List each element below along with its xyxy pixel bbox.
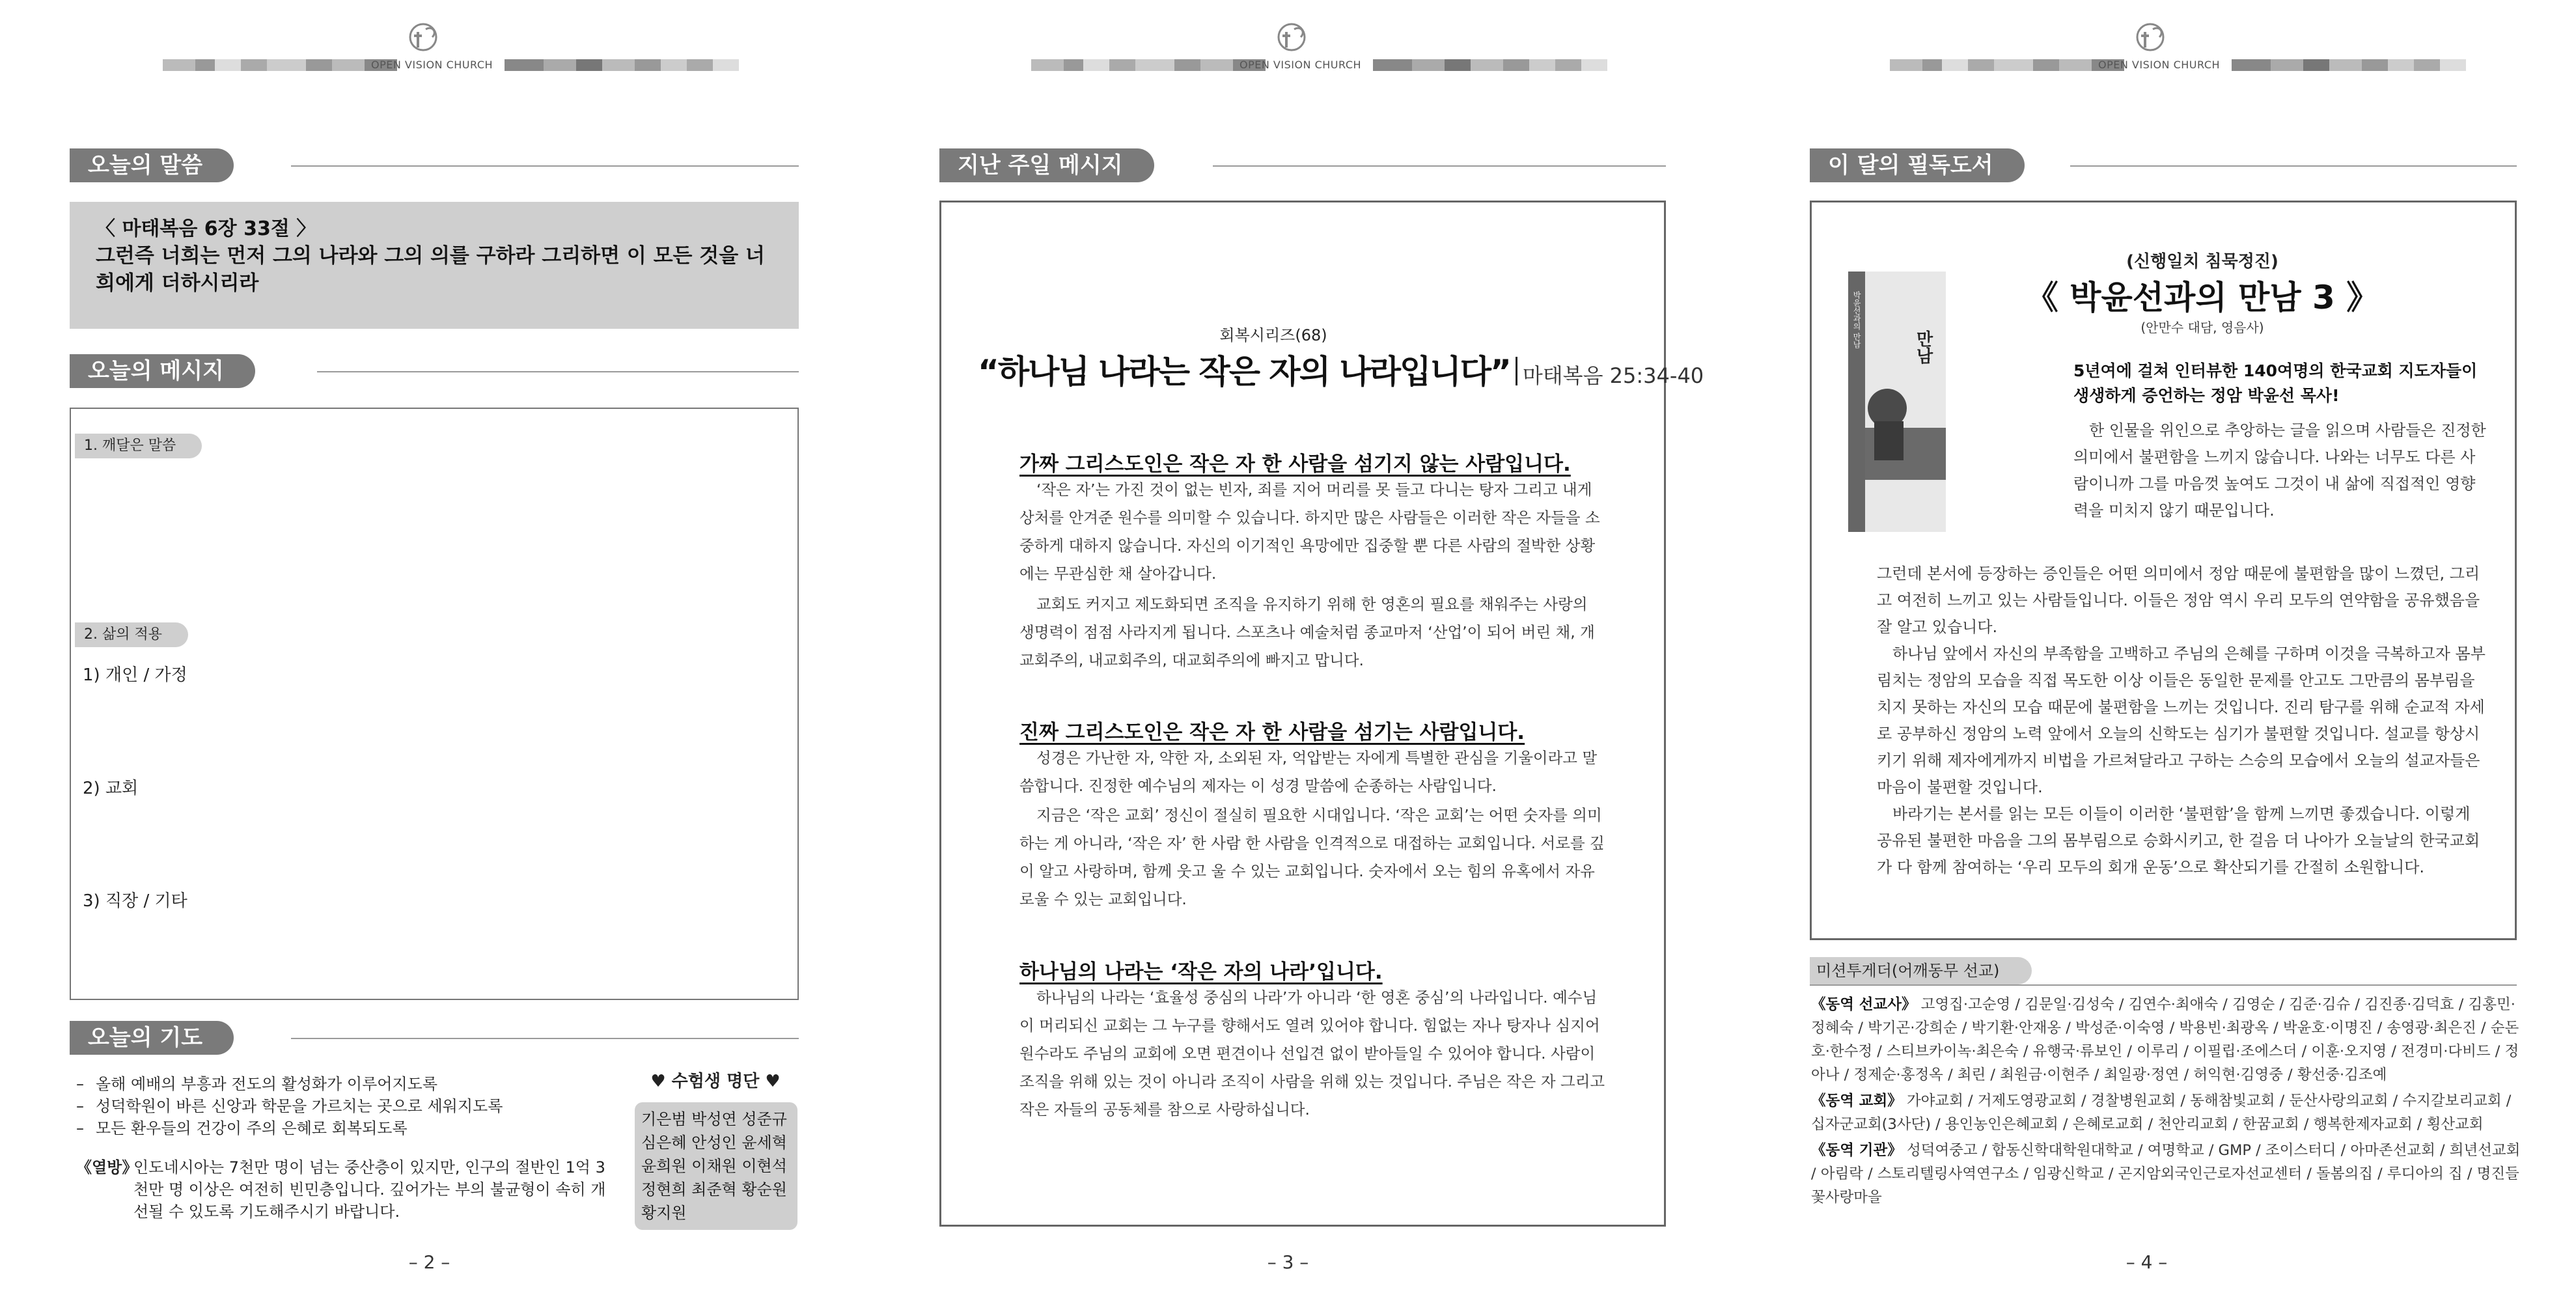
svg-text:만남: 만남	[1913, 330, 1933, 364]
section-title: 오늘의 메시지	[70, 354, 255, 388]
book-highlight: 5년여에 걸쳐 인터뷰한 140여명의 한국교회 지도자들이 생생하게 증언하는 정암 박윤선 목사!	[2073, 361, 2478, 405]
sermon-paragraph: 교회도 커지고 제도화되면 조직을 유지하기 위해 한 영혼의 필요를 채워주는 사랑의 생명력이 점점 사라지게 됩니다. 스포츠나 예술처럼 종교마저 ‘산업’이 되어 버린 채, 개교회주의, 내교회주의, 대교회주의에 빠지고 맙니다.	[1019, 595, 1595, 669]
mission-group: 《동역 교회》 가야교회 / 거제도영광교회 / 경찰병원교회 / 동해참빛교회 / 둔산사랑의교회 / 수지갈보리교회 / 십자군교회(3사단) / 용인농인은혜교회 / 은혜로교회 / 천안리교회 / 한꿈교회 / 행복한제자교회 / 횡산교회	[1811, 1093, 2512, 1133]
church-name: OPEN VISION CHURCH	[371, 59, 493, 71]
church-logo-icon	[404, 16, 443, 54]
apply-item: 1) 개인 / 가정	[83, 665, 187, 685]
page-header	[1031, 16, 1604, 75]
prayer-item: – 올해 예배의 부흥과 전도의 활성화가 이루어지도록	[76, 1075, 438, 1093]
svg-text:박윤선과의 만남: 박윤선과의 만남	[1852, 291, 1861, 348]
nations-text: 인도네시아는 7천만 명이 넘는 중산층이 있지만, 인구의 절반인 1억 3천만 명 이상은 여전히 빈민층입니다. 깊어가는 부의 불균형이 속히 개선될 수 있도록 기도해주시기 바랍니다.	[133, 1158, 606, 1221]
tag-realized-word: 1. 깨달은 말씀	[75, 434, 202, 458]
page-number: – 4 –	[2126, 1251, 2168, 1273]
tag-life-application: 2. 삶의 적용	[75, 622, 188, 647]
apply-item: 3) 직장 / 기타	[83, 891, 187, 911]
section-todays-prayer	[70, 1021, 799, 1055]
book-title: 《 박윤선과의 만남 3 》	[2025, 279, 2379, 316]
exam-row: 기은범 박성연 성준규	[641, 1110, 787, 1128]
header-bar-left	[1031, 59, 1266, 71]
section-title: 지난 주일 메시지	[939, 148, 1154, 182]
header-bar-right	[2232, 59, 2466, 71]
header-bar-right	[1373, 59, 1607, 71]
sermon-title: “하나님 나라는 작은 자의 나라입니다”	[978, 353, 1510, 391]
section-title: 이 달의 필독도서	[1810, 148, 2025, 182]
sermon-paragraph: 성경은 가난한 자, 약한 자, 소외된 자, 억압받는 자에게 특별한 관심을 기울이라고 말씀합니다. 진정한 예수님의 제자는 이 성경 말씀에 순종하는 사람입니다.	[1019, 749, 1598, 795]
section-todays-word	[70, 148, 799, 182]
prayer-list	[76, 1073, 616, 1139]
section-last-sunday	[939, 148, 1666, 182]
book-author: (안만수 대담, 영음사)	[2140, 320, 2264, 335]
scripture-box	[70, 202, 799, 329]
exam-row: 정현희 최준혁 황순원	[641, 1180, 787, 1199]
section-todays-message	[70, 354, 799, 388]
exam-row: 황지원	[641, 1204, 687, 1222]
scripture-text: 그런즉 너희는 먼저 그의 나라와 그의 의를 구하라 그리하면 이 모든 것을 너희에게 더하시리라	[96, 244, 765, 295]
sermon-paragraph: 지금은 ‘작은 교회’ 정신이 절실히 필요한 시대입니다. ‘작은 교회’는 어떤 숫자를 의미하는 게 아니라, ‘작은 자’ 한 사람 한 사람을 인격적으로 대접하는 교회입니다. 서로를 깊이 알고 사랑하며, 함께 웃고 울 수 있는 교회입니다. 숫자에서 오는 힘의 유혹에서 자유로울 수 있는 교회입니다.	[1019, 806, 1605, 908]
nations-label: 《열방》	[76, 1158, 138, 1177]
prayer-item: – 모든 환우들의 건강이 주의 은혜로 회복되도록	[76, 1119, 408, 1137]
book-paragraph: 한 인물을 위인으로 추앙하는 글을 읽으며 사람들은 진정한 의미에서 불편함을 느끼지 않습니다. 나와는 너무도 다른 사람이니까 그를 마음껏 높여도 그것이 내 삶에 직접적인 영향력을 미치지 않기 때문입니다.	[2073, 421, 2486, 520]
church-logo-icon	[1272, 16, 1311, 54]
mission-together-tag: 미션투게더(어깨동무 선교)	[1810, 957, 2032, 984]
church-logo-icon	[2131, 16, 2170, 54]
sermon-reference: 마태복음 25:34-40	[1522, 363, 1704, 388]
nations-prayer	[76, 1156, 616, 1221]
scripture-reference: 〈 마태복음 6장 33절 〉	[96, 217, 316, 240]
page-3	[859, 0, 1717, 1295]
page-header	[1890, 16, 2463, 75]
section-title: 오늘의 말씀	[70, 148, 234, 182]
church-name: OPEN VISION CHURCH	[2098, 59, 2221, 71]
page-header	[163, 16, 736, 75]
page-2	[0, 0, 859, 1295]
book-paragraph: 바라기는 본서를 읽는 모든 이들이 이러한 ‘불편함’을 함께 느끼면 좋겠습니다. 이렇게 공유된 불편한 마음을 그의 몸부림으로 승화시키고, 한 걸음 더 나아가 오늘날의 한국교회가 다 함께 참여하는 ‘우리 모두의 회개 운동’으로 확산되기를 간절히 소원합니다.	[1877, 805, 2480, 876]
section-title: 오늘의 기도	[70, 1021, 234, 1055]
sermon-heading: 가짜 그리스도인은 작은 자 한 사람을 섬기지 않는 사람입니다.	[1019, 453, 1571, 476]
exam-students-list	[635, 1102, 797, 1230]
exam-students-title: ♥ 수험생 명단 ♥	[650, 1072, 781, 1091]
section-book-of-month	[1810, 148, 2517, 182]
book-box	[1810, 201, 2517, 940]
mission-group: 《동역 기관》 성덕여중고 / 합동신학대학원대학교 / 여명학교 / GMP / 조이스터디 / 아마존선교회 / 희년선교회 / 아림락 / 스토리텔링사역연구소 / 임광신학교 / 곤지암외국인근로자선교센터 / 돌봄의집 / 루디아의 집 / 명진들꽃사랑마을	[1811, 1142, 2521, 1206]
book-paragraph: 하나님 앞에서 자신의 부족함을 고백하고 주님의 은혜를 구하며 이것을 극복하고자 몸부림치는 정암의 모습을 직접 목도한 이상 이들은 동일한 문제를 안고도 그만큼의 몸부림을 치지 못하는 자신의 모습 때문에 불편함을 느끼는 것입니다. 진리 탐구를 위해 순교적 자세로 공부하신 정암의 노력 앞에서 오늘의 신학도는 심기가 불편할 것입니다. 설교를 항상시키기 위해 제자에게까지 비법을 가르쳐달라고 구하는 스승의 모습에서 오늘의 설교자들은 마음이 불편할 것입니다.	[1877, 645, 2486, 796]
book-subtitle: (신행일치 침묵정진)	[2126, 252, 2278, 272]
prayer-item: – 성덕학원이 바른 신앙과 학문을 가르치는 곳으로 세워지도록	[76, 1097, 503, 1115]
book-cover-image	[1848, 272, 1946, 532]
sermon-series: 회복시리즈(68)	[1219, 326, 1327, 344]
mission-list	[1811, 993, 2521, 1209]
message-notes-box	[70, 408, 799, 1000]
sermon-heading: 진짜 그리스도인은 작은 자 한 사람을 섬기는 사람입니다.	[1019, 721, 1525, 744]
church-name: OPEN VISION CHURCH	[1240, 59, 1362, 71]
exam-row: 심은혜 안성인 윤세혁	[641, 1134, 787, 1152]
sermon-box	[939, 201, 1704, 1227]
header-bar-right	[505, 59, 739, 71]
sermon-heading: 하나님의 나라는 ‘작은 자의 나라’입니다.	[1019, 960, 1383, 984]
sermon-paragraph: 하나님의 나라는 ‘효율성 중심의 나라’가 아니라 ‘한 영혼 중심’의 나라입니다. 예수님이 머리되신 교회는 그 누구를 향해서도 열려 있어야 합니다. 힘없는 자나 탕자나 심지어 원수라도 주님의 교회에 오면 편견이나 선입견 없이 받아들일 수 있어야 합니다. 사람이 조직을 위해 있는 것이 아니라 조직이 사람을 위해 있는 것입니다. 주님은 작은 자 그리고 작은 자들의 공동체를 참으로 사랑하십니다.	[1019, 988, 1605, 1119]
book-body	[1877, 561, 2490, 881]
exam-row: 윤희원 이채원 이현석	[641, 1157, 787, 1175]
page-number: – 3 –	[1267, 1251, 1309, 1273]
mission-group: 《동역 선교사》 고영집·고순영 / 김문일·김성숙 / 김연수·최애숙 / 김영순 / 김준·김슈 / 김진종·김덕효 / 김홍민·정혜숙 / 박기곤·강희순 / 박기환·안재옹 / 박성준·이숙영 / 박용빈·최광옥 / 박윤호·이명진 / 송영광·최은진 / 순돈호·한수정 / 스티브카이녹·최은숙 / 유행국·류보인 / 이루리 / 이필립·조에스더 / 이훈·오지영 / 전경미·다비드 / 정아나 / 정제순·홍정옥 / 최린 / 최원금·이현주 / 최일광·정연 / 허익현·김영중 / 황선중·김조예	[1811, 996, 2519, 1083]
apply-item: 2) 교회	[83, 779, 139, 798]
header-bar-left	[1890, 59, 2124, 71]
page-number: – 2 –	[408, 1251, 450, 1273]
sermon-paragraph: ‘작은 자’는 가진 것이 없는 빈자, 죄를 지어 머리를 못 들고 다니는 탕자 그리고 내게 상처를 안겨준 원수를 의미할 수 있습니다. 하지만 많은 사람들은 이러한 작은 자들을 소중하게 대하지 않습니다. 자신의 이기적인 욕망에만 집중할 뿐 다른 사람의 절박한 상황에는 무관심한 채 살아갑니다.	[1019, 480, 1600, 583]
page-4	[1717, 0, 2576, 1295]
sermon-title-line	[978, 346, 1704, 393]
book-paragraph: 그런데 본서에 등장하는 증인들은 어떤 의미에서 정암 때문에 불편함을 많이 느꼈던, 그리고 여전히 느끼고 있는 사람들입니다. 이들은 정암 역시 우리 모두의 연약함을 공유했음을 잘 알고 있습니다.	[1877, 564, 2480, 636]
header-bar-left	[163, 59, 397, 71]
